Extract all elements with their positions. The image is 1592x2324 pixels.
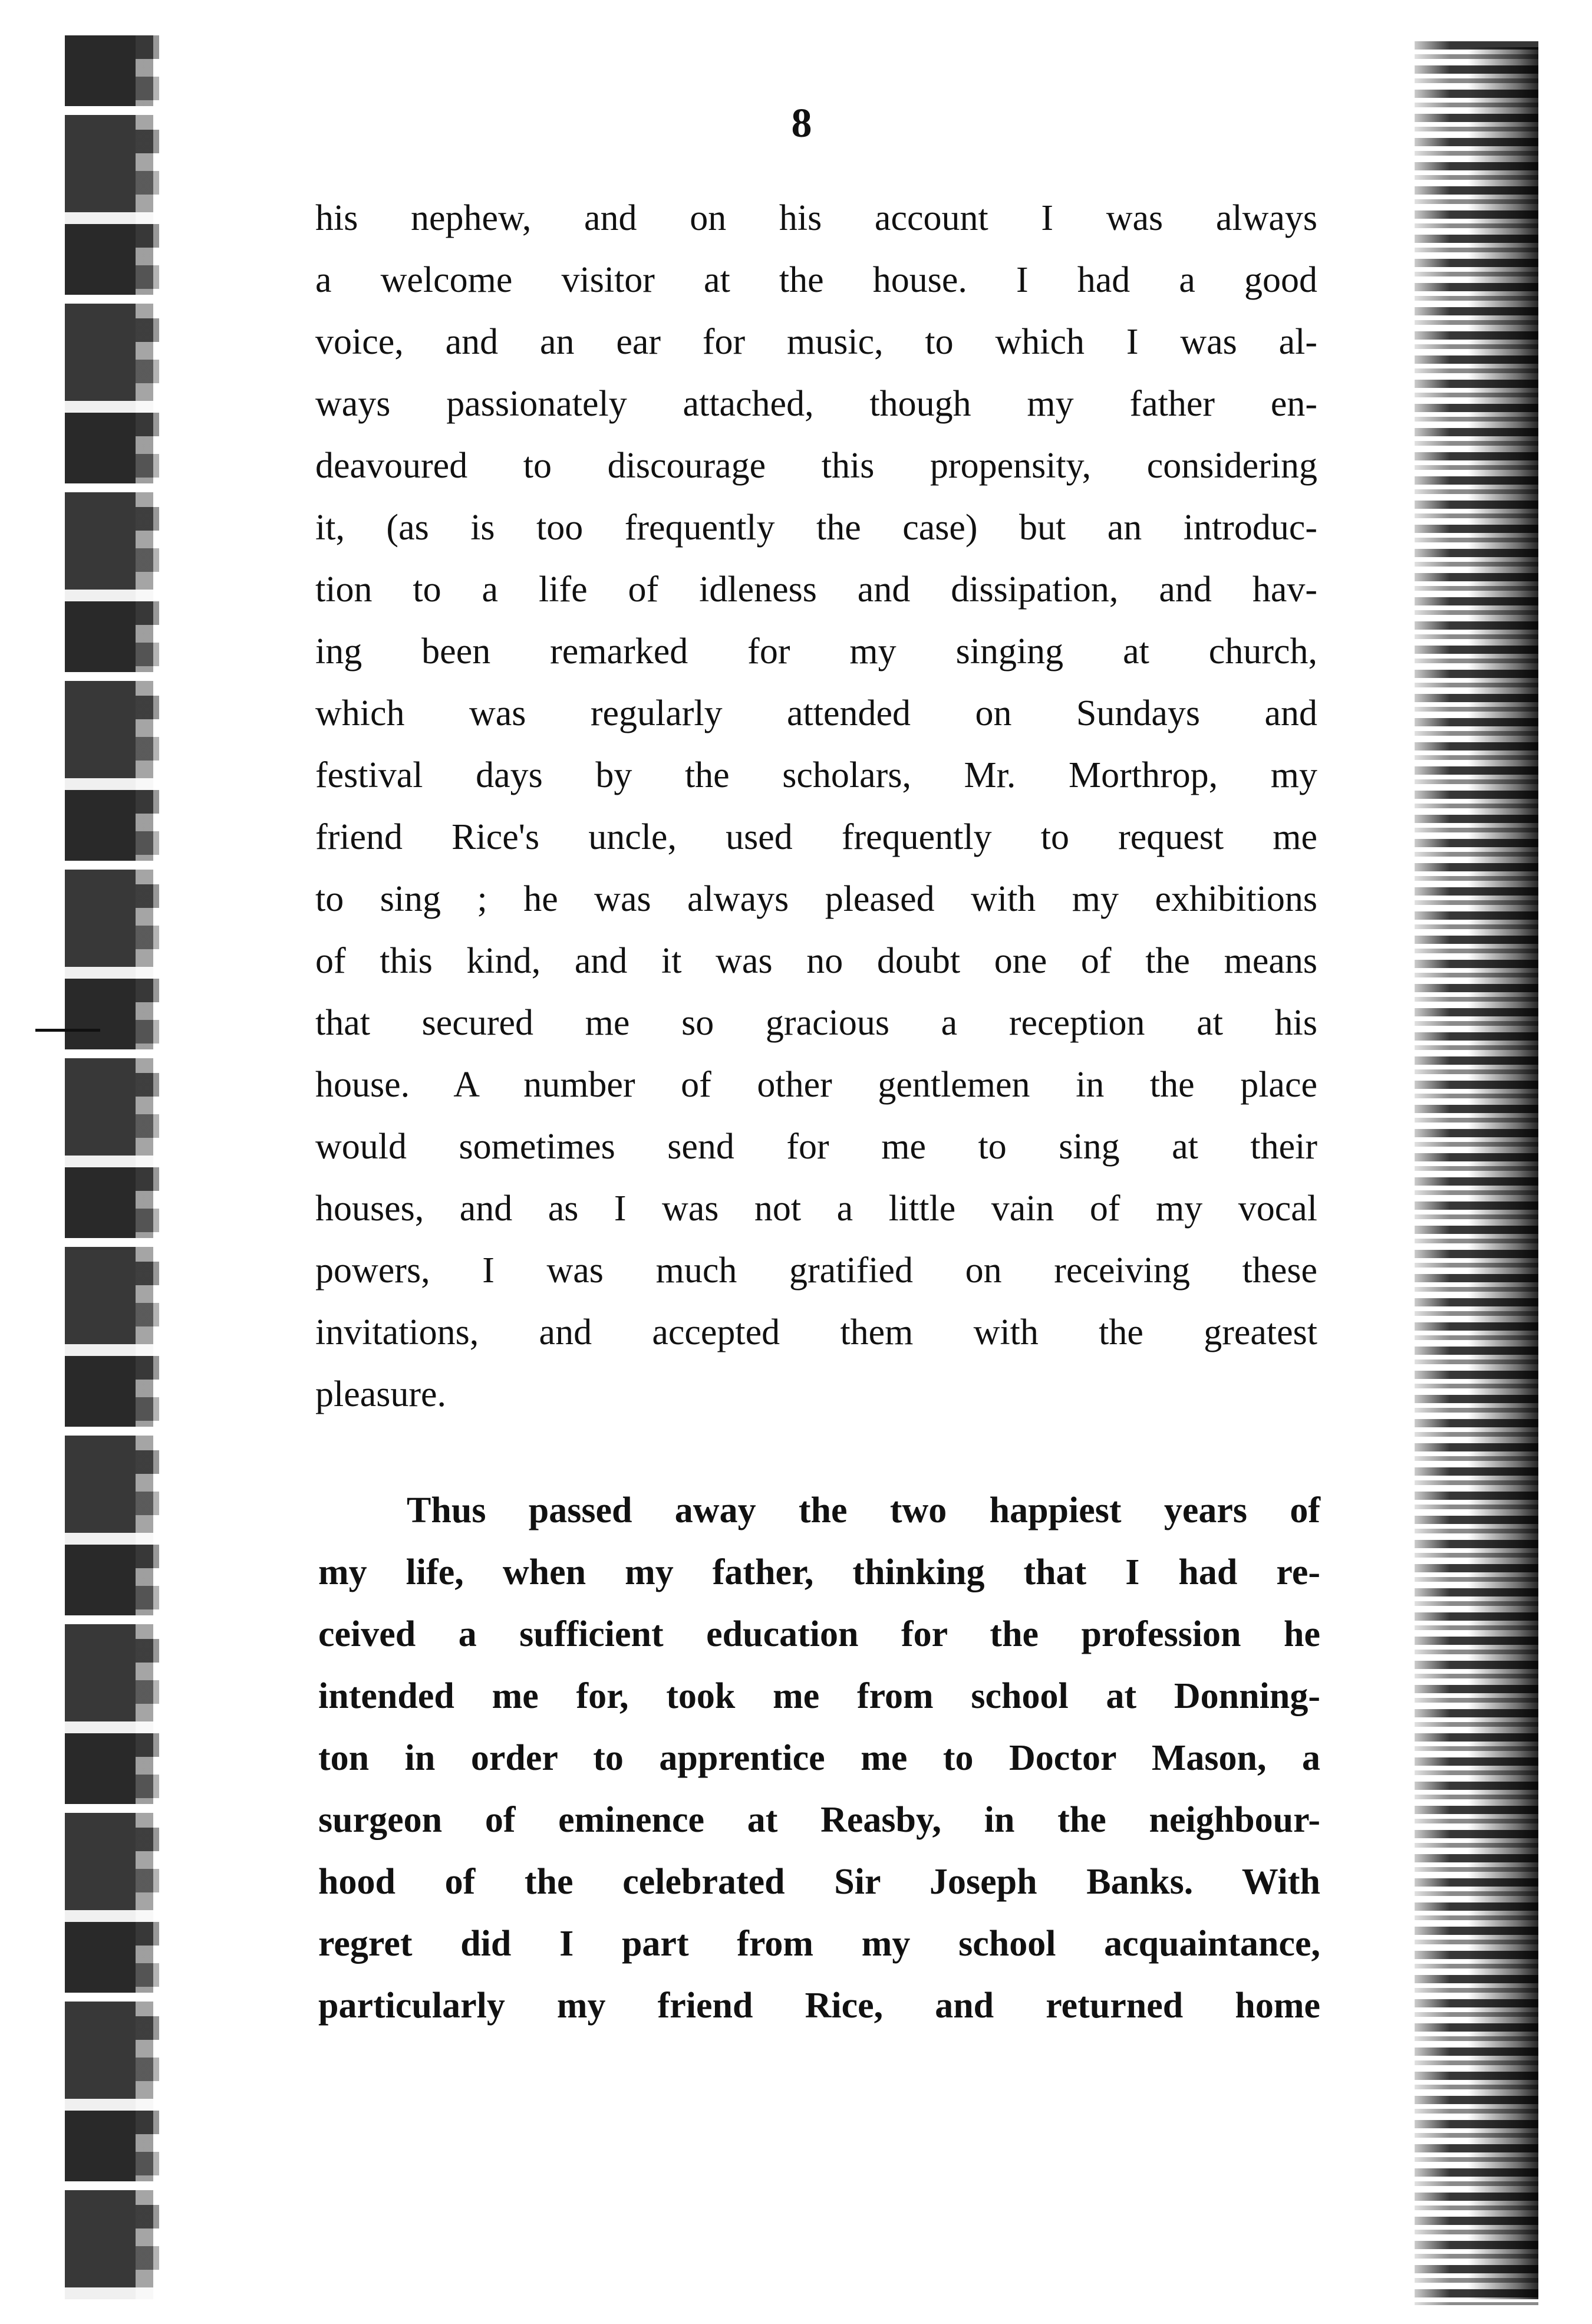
text-line: voice, and an ear for music, to which I was al- <box>315 322 1317 362</box>
text-line: ceived a sufficient education for the profession he <box>318 1614 1320 1654</box>
text-line: to sing ; he was always pleased with my exhibitions <box>315 879 1317 919</box>
text-line: would sometimes send for me to sing at their <box>315 1127 1317 1167</box>
binding-edge-shadow <box>136 35 159 2299</box>
text-line: ways passionately attached, though my father en- <box>315 384 1317 424</box>
text-line: my life, when my father, thinking that I had re- <box>318 1552 1320 1592</box>
paragraph-1 <box>315 187 1317 1426</box>
right-edge-fade <box>1403 41 1450 2305</box>
text-line: a welcome visitor at the house. I had a good <box>315 260 1317 300</box>
text-line: surgeon of eminence at Reasby, in the neighbour- <box>318 1800 1320 1840</box>
text-line: it, (as is too frequently the case) but an introduc- <box>315 508 1317 548</box>
text-line: friend Rice's uncle, used frequently to request me <box>315 817 1317 857</box>
text-line: that secured me so gracious a reception at his <box>315 1003 1317 1043</box>
text-line: deavoured to discourage this propensity, considering <box>315 446 1317 486</box>
text-line: houses, and as I was not a little vain of my vocal <box>315 1189 1317 1229</box>
text-line: invitations, and accepted them with the greatest <box>315 1312 1317 1352</box>
text-line: pleasure. <box>315 1374 447 1414</box>
text-line: which was regularly attended on Sundays and <box>315 693 1317 733</box>
scan-line-artifact <box>35 1029 100 1032</box>
text-line: Thus passed away the two happiest years of <box>407 1490 1320 1530</box>
text-line: regret did I part from my school acquaintance, <box>318 1924 1320 1964</box>
text-line: ing been remarked for my singing at church, <box>315 631 1317 671</box>
text-line: house. A number of other gentlemen in the place <box>315 1065 1317 1105</box>
text-line: tion to a life of idleness and dissipation, and hav- <box>315 570 1317 610</box>
text-line: intended me for, took me from school at Donning- <box>318 1676 1320 1716</box>
page-number: 8 <box>791 101 812 146</box>
right-edge-shadow <box>1468 47 1538 2299</box>
text-line: festival days by the scholars, Mr. Morthrop, my <box>315 755 1317 795</box>
text-line: hood of the celebrated Sir Joseph Banks. With <box>318 1862 1320 1902</box>
text-line: ton in order to apprentice me to Doctor Mason, a <box>318 1738 1320 1778</box>
text-line: powers, I was much gratified on receiving these <box>315 1250 1317 1291</box>
paragraph-2 <box>318 1480 1320 2037</box>
text-line: particularly my friend Rice, and returned home <box>318 1986 1320 2026</box>
text-line: of this kind, and it was no doubt one of the means <box>315 941 1317 981</box>
text-line: his nephew, and on his account I was always <box>315 198 1317 238</box>
